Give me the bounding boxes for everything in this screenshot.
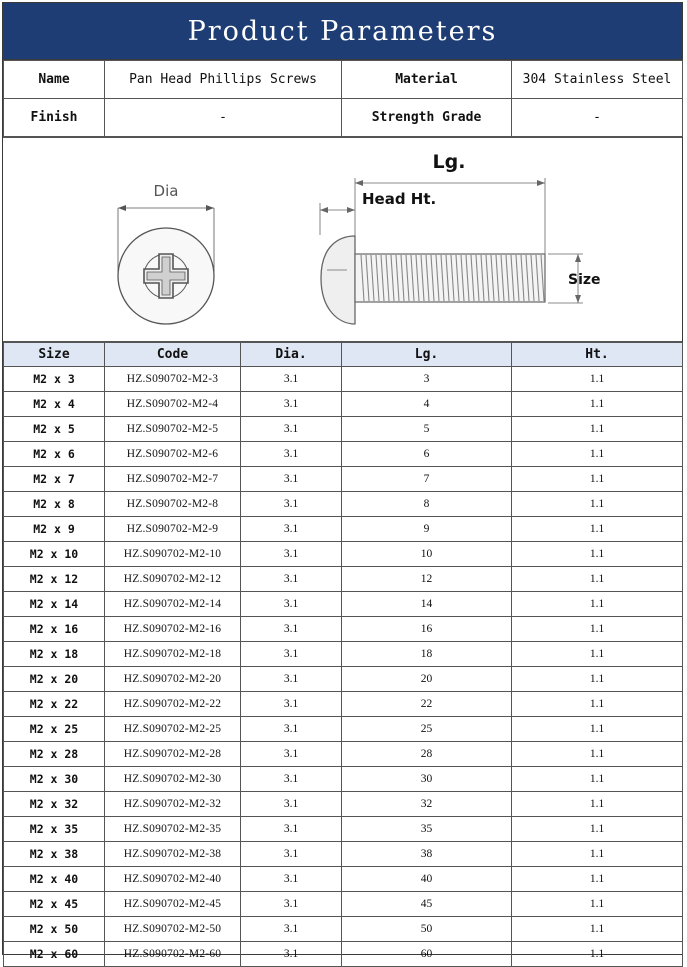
info-table <box>3 60 683 137</box>
lg-cell: 60 <box>342 942 512 967</box>
dia-cell: 3.1 <box>241 942 342 967</box>
table-row <box>4 692 683 717</box>
dia-cell: 3.1 <box>241 617 342 642</box>
table-row <box>4 717 683 742</box>
page-title: Product Parameters <box>3 3 682 60</box>
dia-cell: 3.1 <box>241 642 342 667</box>
ht-cell: 1.1 <box>512 492 683 517</box>
head-ht-label: Head Ht. <box>362 190 437 208</box>
ht-cell: 1.1 <box>512 842 683 867</box>
ht-cell: 1.1 <box>512 392 683 417</box>
table-body <box>4 367 683 967</box>
lg-cell: 20 <box>342 667 512 692</box>
dia-cell: 3.1 <box>241 717 342 742</box>
code-cell: HZ.S090702-M2-12 <box>105 567 241 592</box>
dia-cell: 3.1 <box>241 867 342 892</box>
table-row <box>4 492 683 517</box>
header-ht: Ht. <box>512 343 683 367</box>
table-row <box>4 767 683 792</box>
lg-cell: 18 <box>342 642 512 667</box>
table-row <box>4 867 683 892</box>
ht-cell: 1.1 <box>512 867 683 892</box>
code-cell: HZ.S090702-M2-5 <box>105 417 241 442</box>
ht-cell: 1.1 <box>512 542 683 567</box>
code-cell: HZ.S090702-M2-8 <box>105 492 241 517</box>
dia-cell: 3.1 <box>241 842 342 867</box>
header-code: Code <box>105 343 241 367</box>
dia-cell: 3.1 <box>241 442 342 467</box>
size-cell: M2 x 6 <box>4 442 105 467</box>
material-value: 304 Stainless Steel <box>512 61 683 99</box>
lg-cell: 28 <box>342 742 512 767</box>
code-cell: HZ.S090702-M2-10 <box>105 542 241 567</box>
table-row <box>4 667 683 692</box>
table-row <box>4 617 683 642</box>
ht-cell: 1.1 <box>512 367 683 392</box>
code-cell: HZ.S090702-M2-25 <box>105 717 241 742</box>
code-cell: HZ.S090702-M2-35 <box>105 817 241 842</box>
finish-label: Finish <box>4 99 105 137</box>
screw-top-view <box>118 205 214 324</box>
ht-cell: 1.1 <box>512 942 683 967</box>
header-dia: Dia. <box>241 343 342 367</box>
size-cell: M2 x 7 <box>4 467 105 492</box>
ht-cell: 1.1 <box>512 792 683 817</box>
dia-cell: 3.1 <box>241 692 342 717</box>
info-row-finish <box>4 99 683 137</box>
ht-cell: 1.1 <box>512 667 683 692</box>
dia-label: Dia <box>153 182 179 200</box>
dia-cell: 3.1 <box>241 792 342 817</box>
lg-cell: 32 <box>342 792 512 817</box>
ht-cell: 1.1 <box>512 617 683 642</box>
info-row-name <box>4 61 683 99</box>
ht-cell: 1.1 <box>512 517 683 542</box>
dia-cell: 3.1 <box>241 817 342 842</box>
size-cell: M2 x 14 <box>4 592 105 617</box>
table-row <box>4 892 683 917</box>
header-size: Size <box>4 343 105 367</box>
code-cell: HZ.S090702-M2-16 <box>105 617 241 642</box>
product-sheet <box>2 2 683 961</box>
size-cell: M2 x 60 <box>4 942 105 967</box>
code-cell: HZ.S090702-M2-14 <box>105 592 241 617</box>
size-cell: M2 x 9 <box>4 517 105 542</box>
ht-cell: 1.1 <box>512 442 683 467</box>
table-row <box>4 392 683 417</box>
lg-cell: 25 <box>342 717 512 742</box>
header-lg: Lg. <box>342 343 512 367</box>
size-cell: M2 x 45 <box>4 892 105 917</box>
table-row <box>4 742 683 767</box>
code-cell: HZ.S090702-M2-40 <box>105 867 241 892</box>
size-cell: M2 x 25 <box>4 717 105 742</box>
ht-cell: 1.1 <box>512 567 683 592</box>
size-cell: M2 x 12 <box>4 567 105 592</box>
lg-cell: 14 <box>342 592 512 617</box>
lg-label: Lg. <box>432 151 466 173</box>
lg-cell: 8 <box>342 492 512 517</box>
code-cell: HZ.S090702-M2-22 <box>105 692 241 717</box>
ht-cell: 1.1 <box>512 917 683 942</box>
ht-cell: 1.1 <box>512 767 683 792</box>
size-cell: M2 x 28 <box>4 742 105 767</box>
lg-cell: 40 <box>342 867 512 892</box>
finish-value: - <box>105 99 342 137</box>
lg-cell: 4 <box>342 392 512 417</box>
dia-cell: 3.1 <box>241 367 342 392</box>
grade-value: - <box>512 99 683 137</box>
table-row <box>4 642 683 667</box>
ht-cell: 1.1 <box>512 692 683 717</box>
dia-cell: 3.1 <box>241 742 342 767</box>
dia-cell: 3.1 <box>241 492 342 517</box>
lg-cell: 22 <box>342 692 512 717</box>
name-label: Name <box>4 61 105 99</box>
table-row <box>4 917 683 942</box>
size-cell: M2 x 4 <box>4 392 105 417</box>
size-cell: M2 x 8 <box>4 492 105 517</box>
material-label: Material <box>342 61 512 99</box>
lg-cell: 9 <box>342 517 512 542</box>
table-row <box>4 567 683 592</box>
ht-cell: 1.1 <box>512 592 683 617</box>
code-cell: HZ.S090702-M2-18 <box>105 642 241 667</box>
table-row <box>4 842 683 867</box>
code-cell: HZ.S090702-M2-30 <box>105 767 241 792</box>
table-row <box>4 417 683 442</box>
screw-diagram <box>3 138 682 341</box>
size-cell: M2 x 18 <box>4 642 105 667</box>
table-row <box>4 592 683 617</box>
ht-cell: 1.1 <box>512 467 683 492</box>
ht-cell: 1.1 <box>512 742 683 767</box>
size-cell: M2 x 38 <box>4 842 105 867</box>
size-cell: M2 x 22 <box>4 692 105 717</box>
lg-cell: 5 <box>342 417 512 442</box>
lg-cell: 6 <box>342 442 512 467</box>
code-cell: HZ.S090702-M2-4 <box>105 392 241 417</box>
dia-cell: 3.1 <box>241 567 342 592</box>
code-cell: HZ.S090702-M2-50 <box>105 917 241 942</box>
size-cell: M2 x 20 <box>4 667 105 692</box>
lg-cell: 45 <box>342 892 512 917</box>
dia-cell: 3.1 <box>241 767 342 792</box>
size-cell: M2 x 35 <box>4 817 105 842</box>
grade-label: Strength Grade <box>342 99 512 137</box>
lg-cell: 3 <box>342 367 512 392</box>
code-cell: HZ.S090702-M2-38 <box>105 842 241 867</box>
table-row <box>4 367 683 392</box>
code-cell: HZ.S090702-M2-32 <box>105 792 241 817</box>
lg-cell: 38 <box>342 842 512 867</box>
ht-cell: 1.1 <box>512 892 683 917</box>
code-cell: HZ.S090702-M2-20 <box>105 667 241 692</box>
code-cell: HZ.S090702-M2-6 <box>105 442 241 467</box>
size-cell: M2 x 40 <box>4 867 105 892</box>
dia-cell: 3.1 <box>241 517 342 542</box>
code-cell: HZ.S090702-M2-7 <box>105 467 241 492</box>
screw-drawing <box>3 137 682 342</box>
table-row <box>4 442 683 467</box>
dia-cell: 3.1 <box>241 667 342 692</box>
dia-cell: 3.1 <box>241 392 342 417</box>
lg-cell: 50 <box>342 917 512 942</box>
lg-cell: 7 <box>342 467 512 492</box>
lg-cell: 30 <box>342 767 512 792</box>
dia-cell: 3.1 <box>241 592 342 617</box>
lg-cell: 10 <box>342 542 512 567</box>
size-label: Size <box>568 272 601 288</box>
table-row <box>4 517 683 542</box>
code-cell: HZ.S090702-M2-9 <box>105 517 241 542</box>
dia-cell: 3.1 <box>241 417 342 442</box>
size-cell: M2 x 5 <box>4 417 105 442</box>
name-value: Pan Head Phillips Screws <box>105 61 342 99</box>
size-cell: M2 x 32 <box>4 792 105 817</box>
table-row <box>4 792 683 817</box>
table-row <box>4 817 683 842</box>
lg-cell: 16 <box>342 617 512 642</box>
ht-cell: 1.1 <box>512 817 683 842</box>
ht-cell: 1.1 <box>512 717 683 742</box>
lg-cell: 35 <box>342 817 512 842</box>
parameters-table <box>3 342 683 967</box>
dia-cell: 3.1 <box>241 542 342 567</box>
size-cell: M2 x 16 <box>4 617 105 642</box>
table-row <box>4 467 683 492</box>
table-row <box>4 942 683 967</box>
code-cell: HZ.S090702-M2-3 <box>105 367 241 392</box>
dia-cell: 3.1 <box>241 892 342 917</box>
size-cell: M2 x 30 <box>4 767 105 792</box>
code-cell: HZ.S090702-M2-28 <box>105 742 241 767</box>
size-cell: M2 x 3 <box>4 367 105 392</box>
ht-cell: 1.1 <box>512 417 683 442</box>
dia-cell: 3.1 <box>241 467 342 492</box>
table-header-row <box>4 343 683 367</box>
size-cell: M2 x 10 <box>4 542 105 567</box>
code-cell: HZ.S090702-M2-60 <box>105 942 241 967</box>
dia-cell: 3.1 <box>241 917 342 942</box>
table-row <box>4 542 683 567</box>
code-cell: HZ.S090702-M2-45 <box>105 892 241 917</box>
lg-cell: 12 <box>342 567 512 592</box>
ht-cell: 1.1 <box>512 642 683 667</box>
size-cell: M2 x 50 <box>4 917 105 942</box>
screw-side-view <box>320 178 583 324</box>
